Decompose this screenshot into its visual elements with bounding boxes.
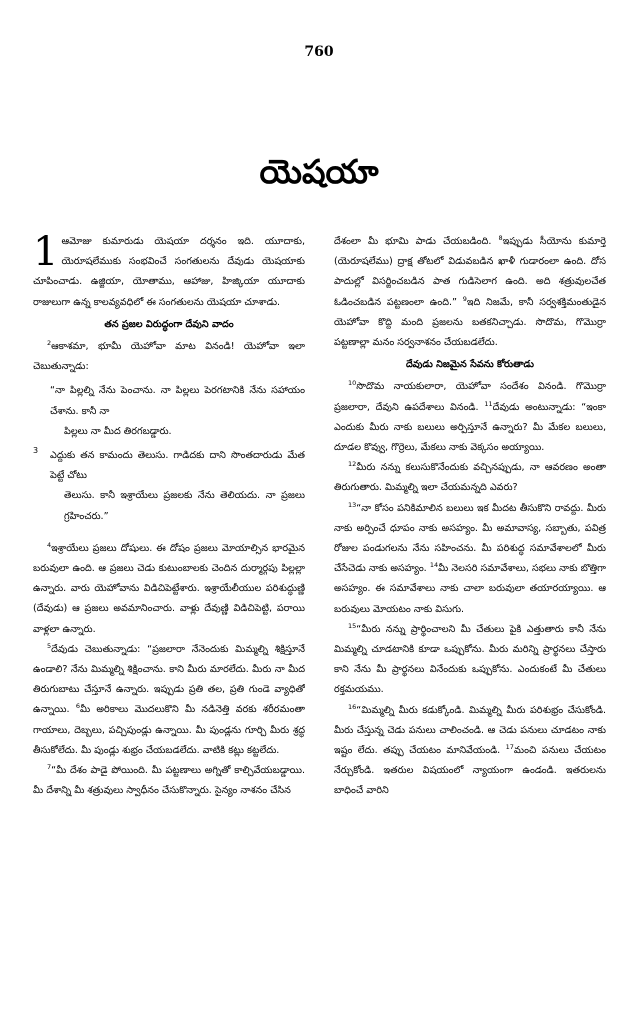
verse-7-continued: దేశంలా మీ భూమి పాడు చేయబడింది. [334, 236, 492, 247]
paragraph-verse-8 [334, 232, 606, 353]
verse-5-text: దేవుడు చెబుతున్నాడు: “ప్రజలారా నేనెందుకు మిమ్మల్ని శిక్షిస్తూనే ఉండాలి? నేను మిమ్మల్ని శిక్షించాను. కాని మీరు మారలేదు. మీరు నా మీద తిరుగుబాటు చేస్తూనే ఉన్నారు. ఇప్పుడు ప్రతి తల, ప్రతి గుండె వ్యాధితో ఉన్నాయి. [33, 643, 305, 716]
verse-number: 7 [47, 763, 52, 772]
verse-number: 13 [348, 500, 357, 509]
verse-number: 12 [348, 460, 357, 469]
verse-number: 4 [47, 540, 52, 549]
verse-7-text: “మీ దేశం పాడై పోయింది. మీ పట్టణాలు అగ్నితో కాల్చివేయబడ్డాయి. మీ దేశాన్ని మీ శత్రువులు స్వాధీనం చేసుకొన్నారు. సైన్యం నాశనం చేసిన [33, 765, 305, 797]
paragraph-verse-5 [33, 640, 305, 761]
verse-1-text: ఆమోజు కుమారుడు యెషయా దర్శనం ఇది. యూదాకు, యెరూషలేముకు సంభవించే సంగతులను దేవుడు యెషయాకు చూపించాడు. ఉజ్జియా, యోతాము, ఆహాజు, హిజ్కియా యూదాకు రాజులుగా ఉన్న కాలవ్యవధిలో ఈ సంగతులను యెషయా చూశాడు. [33, 236, 305, 308]
verse-number: 17 [505, 743, 514, 752]
paragraph-verse-16 [334, 701, 606, 802]
verse-8-text: ఇప్పుడు సీయోను కుమార్తె (యెరూషలేము) ద్రాక్ష తోటలో విడువబడిన ఖాళీ గుడారంలా ఉంది. దోస పాదుల్లో విసర్జించబడిన పాత గుడిసెలాగ ఉంది. అది శత్రువులచేత ఓడించబడిన పట్టణంలా ఉంది.” [334, 236, 606, 308]
verse-17-text: మంచి పనులు చేయటం నేర్చుకోండి. ఇతరుల విషయంలో న్యాయంగా ఉండండి. ఇతరులను బాధించే వారిని [334, 745, 606, 797]
paragraph-verse-12 [334, 458, 606, 498]
poem-line: పిల్లలు నా మీద తిరగబడ్డారు. [64, 425, 172, 437]
verse-14-text: మీ నెలసరి సమావేశాలు, సభలు నాకు బొత్తిగా అసహ్యం. ఈ సమావేశాలు నాకు చాలా బరువులా తయారయ్యాయి. ఆ బరువులు మోయటం నాకు విసుగు. [334, 563, 606, 615]
verse-number: 5 [47, 641, 52, 650]
verse-number: 9 [462, 294, 467, 303]
verse-2-text: ఆకాశమా, భూమీ యెహోవా మాట వినండి! యెహోవా ఇలా చెబుతున్నాడు: [33, 341, 305, 373]
poetry-block [33, 446, 305, 527]
verse-11-text: దేవుడు అంటున్నాడు: “ఇంకా ఎందుకు మీరు నాకు బలులు అర్పిస్తూనే ఉన్నారు? మీ మేకల బలులు, దూడల కొవ్వు, గొర్రెలు, మేకలు నాకు వెక్కసం అయ్యాయి. [334, 401, 606, 454]
section-heading: దేవుడు నిజమైన సేవను కోరుతాడు [406, 359, 534, 371]
verse-number: 15 [348, 621, 357, 630]
paragraph-verse-13 [334, 499, 606, 620]
paragraph-verse-10 [334, 377, 606, 458]
paragraph-verse-7 [33, 761, 305, 801]
right-column [334, 232, 606, 1002]
verse-6-text: మీ అరికాలు మొదలుకొని మీ నడినెత్తి వరకు శరీరమంతా గాయాలు, దెబ్బలు, పచ్చిపుండ్లు ఉన్నాయి. మీ పుండ్లను గూర్చి మీరు శ్రద్ధ తీసుకోలేదు. మీ పుండ్లు శుభ్రం చేయబడలేదు. వాటికి కట్లు కట్టలేదు. [33, 704, 305, 756]
page-number: 760 [304, 44, 334, 60]
paragraph-verse-2 [33, 337, 305, 377]
verse-number: 10 [348, 379, 357, 388]
verse-number: 3 [33, 446, 39, 456]
verse-4-text: ఇశ్రాయేలు ప్రజలు దోషులు. ఈ దోషం ప్రజలు మోయాల్సిన భారమైన బరువులా ఉంది. ఆ ప్రజలు చెడు కుటుంబాలకు చెందిన దుర్మార్గపు పిల్లల్లా ఉన్నారు. వారు యెహోవాను విడిచిపెట్టేశారు. ఇశ్రాయేలీయుల పరిశుద్ధుణ్ణి (దేవుడు) ఆ ప్రజలు అవమానించారు. వాళ్లు దేవుణ్ణి విడిచిపెట్టి, పరాయి వాళ్లలా ఉన్నారు. [33, 542, 305, 635]
poem-line: ఎద్దుకు తన కామందు తెలుసు. గాడిదకు దాని సొంతదారుడు మేత పెట్టే చోటు [50, 450, 305, 482]
verse-number: 11 [484, 399, 493, 408]
verse-10-text: సొదొమ నాయకులారా, యెహోవా సందేశం వినండి. గొమొర్రా ప్రజలారా, దేవుని ఉపదేశాలు వినండి. [334, 381, 606, 413]
poem-line: “నా పిల్లల్ని నేను పెంచాను. నా పిల్లలు పెరగటానికి నేను సహాయం చేశాను. కానీ నా [50, 385, 305, 417]
verse-number: 2 [47, 339, 52, 348]
verse-number: 8 [498, 234, 503, 242]
verse-13-text: “నా కోసం పనికిమాలిన బలులు ఇక మీదట తీసుకొని రావద్దు. మీరు నాకు అర్పించే ధూపం నాకు అసహ్యం. మీ అమావాస్య, సబ్బాతు, పవిత్ర రోజుల పండుగలను నేను సహించను. మీ పరిశుద్ధ సమావేశాలలో మీరు చేసేచెడు నాకు అసహ్యం. [334, 502, 606, 575]
left-column [33, 232, 305, 1002]
paragraph-verse-15 [334, 620, 606, 701]
book-title: యెషయా [259, 152, 379, 191]
verse-16-text: “మిమ్మల్ని మీరు కడుక్కోండి. మిమ్మల్ని మీరు పరిశుభ్రం చేసుకోండి. మీరు చేస్తున్న చెడు పనులు చాలించండి. ఆ చెడు పనులు చూడటం నాకు ఇష్టం లేదు. తప్పు చేయటం మానివేయండి. [334, 704, 606, 757]
verse-number: 6 [75, 702, 80, 711]
verse-9-text: ఇది నిజమే, కానీ సర్వశక్తిమంతుడైన యెహోవా కొద్ది మంది ప్రజలను బతకనిచ్చాడు. సొదొమ, గొమొర్రా పట్టణాల్లా మనం సర్వనాశనం చేయబడలేదు. [334, 296, 606, 349]
verse-15-text: “మీరు నన్ను ప్రార్థించాలని మీ చేతులు పైకి ఎత్తుతారు కానీ నేను మిమ్మల్ని చూడటానికి కూడా ఒప్పుకోను. మీరు మరిన్ని ప్రార్థనలు చేస్తారు కాని నేను మీ ప్రార్థనలు వినేందుకు ఒప్పుకోను. ఎందుకంటే మీ చేతులు రక్తమయము. [334, 623, 606, 696]
paragraph-verse-4 [33, 539, 305, 640]
chapter-number: 1 [33, 232, 59, 275]
verse-number: 14 [429, 561, 439, 570]
verse-number: 16 [348, 702, 357, 711]
verse-12-text: మీరు నన్ను కలుసుకొనేందుకు వచ్చినప్పుడు, నా ఆవరణం అంతా తిరుగుతారు. మిమ్మల్ని ఇలా చేయమన్నది ఎవరు? [334, 462, 606, 494]
poem-line: తెలుసు. కానీ ఇశ్రాయేలు ప్రజలకు నేను తెలియదు. నా ప్రజలు గ్రహించరు.” [64, 490, 305, 522]
section-heading: తన ప్రజల విరుద్ధంగా దేవుని వాదం [104, 318, 234, 330]
poetry-block [33, 381, 305, 442]
paragraph-verse-1 [33, 232, 305, 313]
